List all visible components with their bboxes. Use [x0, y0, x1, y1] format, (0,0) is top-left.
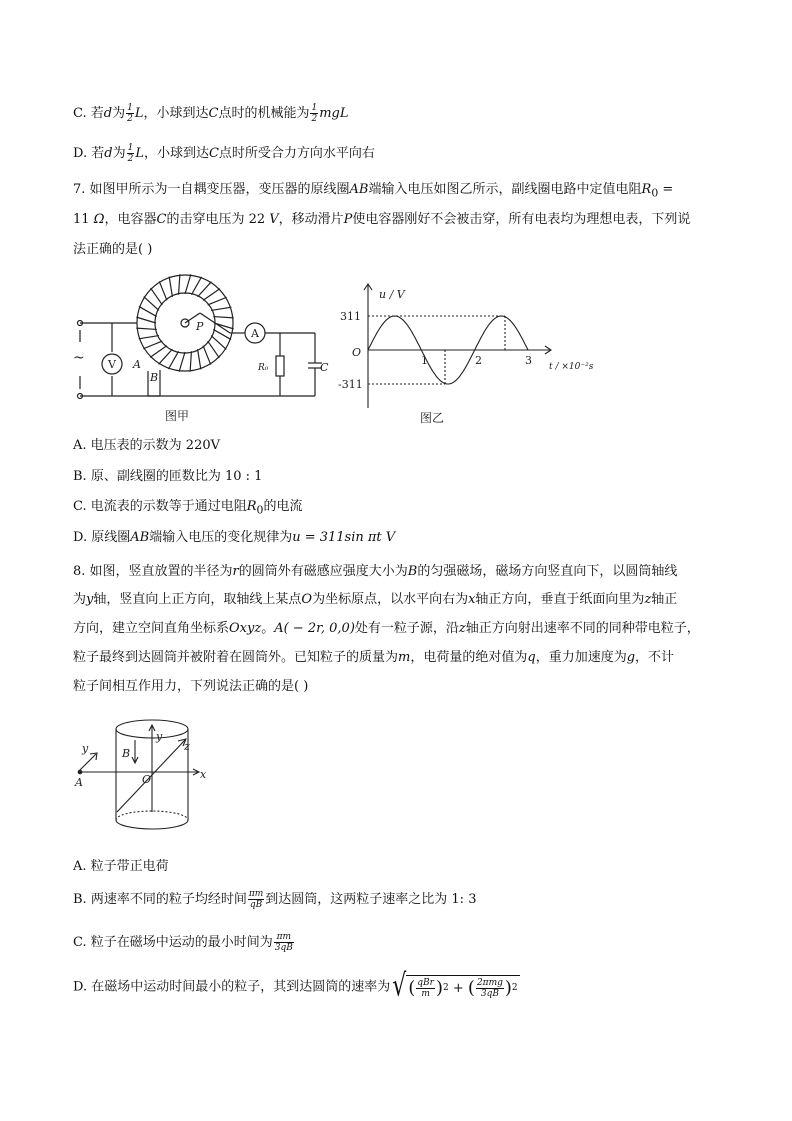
- winding-turn: [179, 274, 180, 294]
- text: D. 原线圈: [73, 530, 131, 545]
- text: 为: [112, 106, 126, 121]
- text: C. 若: [73, 106, 104, 121]
- frac-den: 2: [127, 114, 133, 124]
- paren: ): [435, 977, 444, 999]
- label-B: B: [150, 371, 159, 384]
- winding-turn: [139, 306, 157, 316]
- tick-min: -311: [338, 378, 363, 391]
- winding-turn: [213, 329, 231, 339]
- tick-1: 1: [421, 354, 428, 367]
- fraction: [127, 143, 135, 164]
- text: =: [658, 182, 674, 197]
- text: 7. 如图甲所示为一自耦变压器，变压器的原线圈: [73, 182, 350, 197]
- text: ，电容器: [104, 212, 157, 227]
- q6-option-d: [73, 143, 375, 164]
- paren: (: [467, 977, 475, 999]
- text: 轴，竖直向上正方向，取轴线上某点: [93, 592, 302, 607]
- winding-turn: [211, 336, 226, 350]
- winding-turn: [198, 282, 212, 297]
- exponent: 2: [511, 983, 518, 993]
- var-q: q: [527, 650, 536, 665]
- tick-max: 311: [340, 310, 361, 323]
- text: 粒子最终到达圆筒并被附着在圆筒外。已知粒子的质量为: [73, 650, 399, 665]
- point-A: A( − 2r, 0,0): [274, 621, 355, 636]
- exponent: 2: [443, 983, 449, 993]
- winding-turn: [191, 277, 201, 295]
- frac-num: 1: [311, 103, 318, 113]
- expr-mgL: mgL: [319, 106, 349, 121]
- text: C. 粒子在磁场中运动的最小时间为: [73, 935, 273, 950]
- q7-option-b: B. 原、副线圈的匝数比为 10 : 1: [73, 469, 263, 484]
- cylinder-bottom-front: [116, 820, 188, 829]
- q8-stem-line2: [73, 590, 677, 610]
- winding-turn: [168, 351, 178, 369]
- var-z: z: [458, 621, 466, 636]
- y-axis-label: u / V: [379, 288, 405, 301]
- fraction: [416, 978, 435, 999]
- text: 端输入电压的变化规律为: [149, 530, 293, 545]
- var-Oxyz: Oxyz: [229, 621, 262, 636]
- text: B. 两速率不同的粒子均经时间: [73, 892, 247, 907]
- sqrt-sign: √: [392, 968, 407, 1004]
- q8-stem-line3: [73, 619, 700, 639]
- text: 。: [261, 621, 275, 636]
- var-R: R: [246, 499, 257, 514]
- text: 的匀强磁场，磁场方向竖直向下，以圆筒轴线: [417, 564, 678, 579]
- cylinder-bottom-back: [116, 811, 188, 820]
- q8-stem-line1: [73, 562, 677, 582]
- var-P: P: [343, 212, 353, 227]
- winding-turn: [190, 351, 191, 371]
- label-P: P: [196, 320, 204, 333]
- resistor: [276, 356, 284, 376]
- tick-2: 2: [475, 354, 482, 367]
- text: 为: [73, 592, 87, 607]
- var-C: C: [156, 212, 167, 227]
- winding-turn: [136, 317, 156, 323]
- winding-turn: [150, 346, 167, 358]
- var-AB: AB: [349, 182, 369, 197]
- frac-den: 2: [311, 114, 318, 124]
- q8-option-a: A. 粒子带正电荷: [73, 859, 169, 874]
- figure-caption: 图甲: [165, 409, 190, 423]
- var-C: C: [208, 106, 219, 121]
- text: 到达圆筒，这两粒子速率之比为 1: 3: [265, 892, 477, 907]
- unit-V: V: [269, 212, 279, 227]
- q7-option-d: [73, 528, 395, 548]
- label-B: B: [122, 747, 131, 760]
- var-AB: AB: [130, 530, 150, 545]
- var-d: d: [103, 106, 113, 121]
- winding-turn: [169, 277, 172, 297]
- label-v: y: [82, 742, 89, 755]
- text: 端输入电压如图乙所示，副线圈电路中定值电阻: [368, 182, 642, 197]
- text: 点时所受合力方向水平向右: [218, 146, 375, 161]
- winding-turn: [179, 352, 185, 372]
- label-y: y: [156, 730, 163, 743]
- label-A: A: [133, 358, 141, 371]
- frac-den: 3qB: [274, 943, 293, 953]
- text: ，小球到达: [143, 106, 209, 121]
- text: 轴正方向，垂直于纸面向里为: [475, 592, 645, 607]
- point-A: [78, 770, 82, 774]
- text: ，电荷量的绝对值为: [410, 650, 528, 665]
- text: 的电流: [263, 499, 303, 514]
- var-L: L: [134, 106, 144, 121]
- paren: (: [408, 977, 416, 999]
- var-B: B: [407, 564, 418, 579]
- winding-turn: [203, 346, 211, 365]
- figure-voltage-waveform: [335, 280, 610, 430]
- text: 轴正: [651, 592, 678, 607]
- frac-num: qBr: [417, 978, 434, 988]
- paren: ): [504, 977, 512, 999]
- label-A: A: [75, 776, 83, 789]
- text: 轴正方向射出速率不同的同种带电粒子，: [465, 621, 700, 636]
- q7-option-a: [73, 436, 220, 456]
- frac-den: m: [421, 989, 430, 999]
- frac-num: 1: [127, 103, 133, 113]
- var-R: R: [641, 182, 652, 197]
- var-C: C: [208, 146, 219, 161]
- var-L: L: [135, 146, 144, 161]
- label-ac: ~: [73, 350, 85, 366]
- frac-num: πm: [274, 932, 294, 943]
- var-O: O: [301, 592, 313, 607]
- q8-option-b: [73, 889, 476, 910]
- winding-turn: [144, 297, 159, 311]
- frac-den: 3qB: [480, 989, 499, 999]
- winding-turn: [211, 307, 231, 310]
- q6-option-c: [73, 103, 348, 124]
- var-g: g: [626, 650, 636, 665]
- label-V: V: [108, 358, 116, 371]
- text: D. 在磁场中运动时间最小的粒子，其到达圆筒的速率为: [73, 979, 391, 995]
- frac-num: πm: [248, 889, 264, 899]
- x-axis-label: t / ×10⁻²s: [549, 362, 594, 372]
- winding-turn: [151, 288, 163, 305]
- winding-turn: [139, 336, 159, 339]
- origin-label: O: [352, 346, 362, 359]
- q7-option-c: [73, 497, 302, 521]
- var-r: r: [232, 564, 239, 579]
- frac-num: 2πmg: [476, 978, 503, 988]
- frac-den: 2: [127, 154, 134, 164]
- text: 处有一粒子源，沿: [354, 621, 459, 636]
- label-O: O: [142, 773, 152, 786]
- text: 使电容器刚好不会被击穿，所有电表均为理想电表，下列说: [352, 212, 691, 227]
- velocity-arrow: [80, 754, 96, 770]
- label-ammeter: A: [251, 327, 259, 340]
- var-y: y: [86, 592, 94, 607]
- var-m: m: [398, 650, 411, 665]
- plus: +: [452, 981, 468, 996]
- winding-turn: [203, 289, 220, 301]
- sqrt-content: [406, 975, 519, 999]
- q8-stem-line5: 粒子间相互作用力，下列说法正确的是( ): [73, 679, 309, 694]
- winding-turn: [213, 317, 233, 318]
- text: 8. 如图，竖直放置的半径为: [73, 564, 233, 579]
- text: ，重力加速度为: [535, 650, 627, 665]
- q7-stem-line1: [73, 180, 673, 204]
- text: C. 电流表的示数等于通过电阻: [73, 499, 247, 514]
- winding-turn: [136, 328, 156, 329]
- var-d: d: [104, 146, 113, 161]
- winding-turn: [159, 281, 167, 300]
- var-x: x: [468, 592, 476, 607]
- text: A. 电压表的示数为: [73, 438, 186, 453]
- winding-turn: [185, 274, 191, 294]
- text: 的击穿电压为 22: [166, 212, 270, 227]
- fraction: [274, 932, 294, 953]
- figure-caption: 图乙: [420, 411, 445, 425]
- text: D. 若: [73, 146, 105, 161]
- text: ，小球到达: [143, 146, 209, 161]
- text: 11: [73, 212, 94, 227]
- var-z: z: [644, 592, 652, 607]
- figure-cylinder-axes: [72, 712, 222, 842]
- expression: u = 311sin πt V: [292, 530, 396, 545]
- text: 的圆筒外有磁感应强度大小为: [238, 564, 408, 579]
- text: ，不计: [635, 650, 675, 665]
- winding-turn: [198, 349, 201, 369]
- text: 为坐标原点，以水平向右为: [312, 592, 469, 607]
- fraction: [310, 103, 318, 124]
- winding-turn: [143, 341, 162, 349]
- text: ，移动滑片: [278, 212, 344, 227]
- unit-ohm: Ω: [93, 212, 105, 227]
- subscript: 0: [651, 186, 659, 200]
- fraction: [476, 978, 504, 999]
- text: 为: [112, 146, 126, 161]
- tick-3: 3: [525, 354, 532, 367]
- figure-transformer-circuit: [70, 268, 340, 433]
- text: 点时的机械能为: [218, 106, 310, 121]
- value: 220V: [185, 438, 220, 453]
- q7-stem-line2: [73, 210, 690, 230]
- q8-stem-line4: [73, 648, 674, 668]
- winding-turn: [159, 349, 173, 364]
- label-C: C: [320, 361, 329, 374]
- label-R0: R₀: [258, 363, 269, 373]
- text: 方向，建立空间直角坐标系: [73, 621, 230, 636]
- frac-den: qB: [249, 900, 263, 910]
- winding-turn: [208, 341, 220, 358]
- q8-option-d: [73, 968, 520, 1004]
- label-x: x: [200, 768, 207, 781]
- fraction: [126, 103, 134, 124]
- winding-turn: [208, 297, 227, 305]
- fraction: [248, 889, 264, 910]
- frac-num: 1: [127, 143, 134, 153]
- label-z: z: [184, 740, 190, 753]
- subscript: 0: [256, 503, 264, 517]
- q8-option-c: [73, 932, 295, 953]
- q7-stem-line3: 法正确的是( ): [73, 242, 153, 257]
